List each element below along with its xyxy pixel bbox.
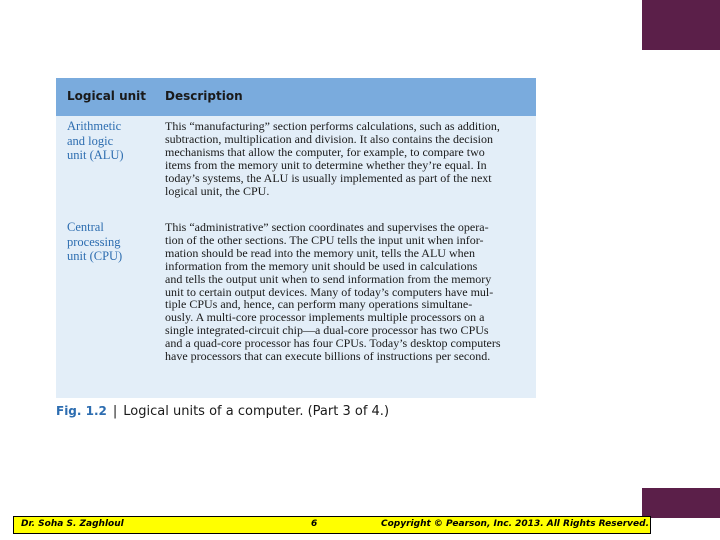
description-cpu	[165, 221, 535, 363]
figure-label: Fig. 1.2	[56, 404, 107, 418]
unit-line: and logic	[67, 133, 114, 148]
figure-caption	[56, 404, 556, 426]
description-line: mechanisms that allow the computer, for example, to compare two	[165, 144, 485, 159]
description-alu	[165, 120, 535, 197]
corner-accent-top	[642, 0, 720, 50]
unit-line: processing	[67, 234, 121, 249]
description-line: and tells the output unit when to send information from the memory	[165, 271, 492, 286]
description-line: information from the memory unit should be used in calculations	[165, 258, 478, 273]
description-line: unit to certain output devices. Many of today’s computers have mul-	[165, 284, 494, 299]
description-line: logical unit, the CPU.	[165, 183, 270, 198]
description-line: tiple CPUs and, hence, can perform many operations simultane-	[165, 297, 473, 312]
description-line: single integrated-circuit chip—a dual-core processor has two CPUs	[165, 323, 489, 338]
unit-line: Central	[67, 220, 104, 234]
description-line: today’s systems, the ALU is usually implemented as part of the next	[165, 170, 492, 185]
description-line: have processors that can execute billions of instructions per second.	[165, 349, 491, 364]
description-line: This “manufacturing” section performs calculations, such as addition,	[165, 119, 500, 133]
description-line: mation should be read into the memory unit, tells the ALU when	[165, 245, 475, 260]
unit-line: Arithmetic	[67, 119, 122, 133]
header-description: Description	[165, 89, 243, 103]
slide-footer	[13, 516, 651, 534]
table-header	[56, 78, 536, 116]
description-line: ously. A multi-core processor implements multiple processors on a	[165, 310, 485, 325]
logical-units-table	[56, 78, 536, 398]
unit-line: unit (ALU)	[67, 148, 124, 162]
description-line: tion of the other sections. The CPU tells the input unit when infor-	[165, 232, 484, 247]
caption-separator: |	[112, 404, 118, 419]
unit-line: unit (CPU)	[67, 249, 123, 263]
footer-author: Dr. Soha S. Zaghloul	[21, 519, 124, 529]
description-line: and a quad-core processor has four CPUs. Today’s desktop computers	[165, 336, 501, 351]
description-line: items from the memory unit to determine whether they’re equal. In	[165, 157, 487, 172]
unit-name-cpu	[67, 220, 162, 264]
description-line: subtraction, multiplication and division. It also contains the decision	[165, 131, 493, 146]
description-line: This “administrative” section coordinates and supervises the opera-	[165, 220, 489, 234]
caption-text: Logical units of a computer. (Part 3 of 4.)	[123, 404, 390, 419]
footer-copyright: Copyright © Pearson, Inc. 2013. All Rights Reserved.	[381, 519, 649, 529]
corner-accent-bottom	[642, 488, 720, 518]
unit-name-alu	[67, 119, 162, 163]
footer-page-number: 6	[311, 519, 318, 529]
header-logical-unit: Logical unit	[67, 89, 147, 103]
